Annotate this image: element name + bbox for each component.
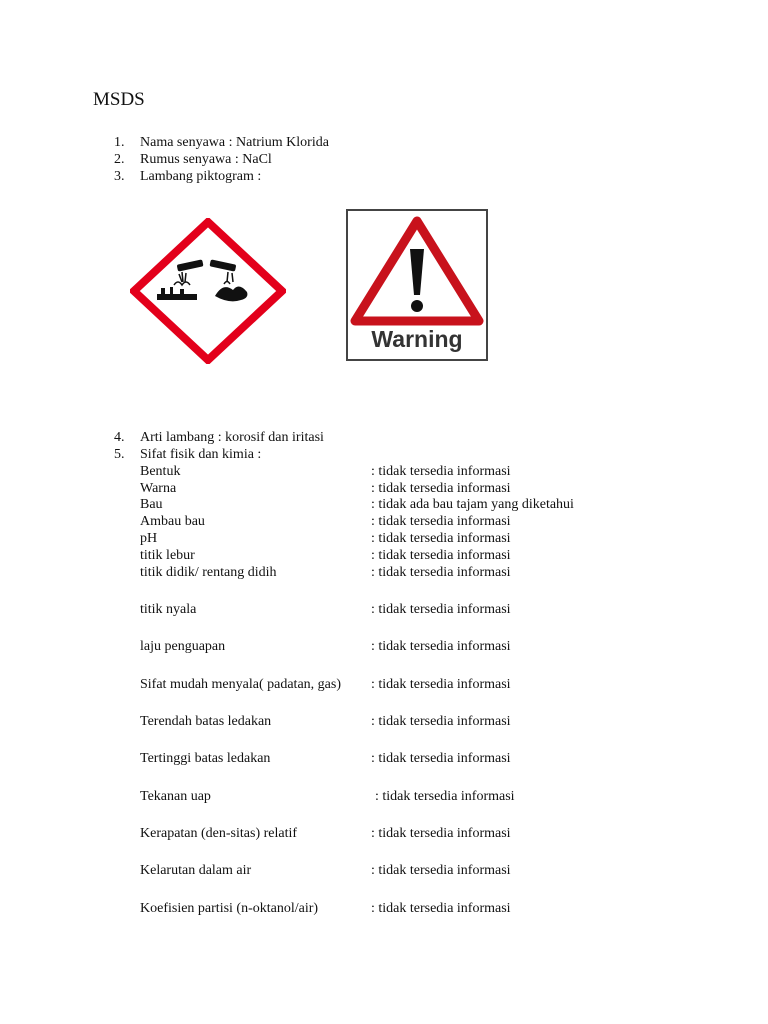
property-value: : tidak tersedia informasi	[375, 789, 515, 804]
property-value: : tidak tersedia informasi	[371, 863, 511, 878]
property-label: laju penguapan	[140, 639, 226, 654]
list-item-compound-name: Nama senyawa : Natrium Klorida	[140, 135, 329, 150]
list-item-symbol-meaning: Arti lambang : korosif dan iritasi	[140, 430, 324, 445]
property-value: : tidak tersedia informasi	[371, 514, 511, 529]
list-item-number: 5.	[114, 447, 125, 462]
property-value: : tidak tersedia informasi	[371, 639, 511, 654]
list-item-properties-heading: Sifat fisik dan kimia :	[140, 447, 262, 462]
warning-label: Warning	[371, 326, 463, 352]
property-label: titik didik/ rentang didih	[140, 565, 277, 580]
property-label: Kelarutan dalam air	[140, 863, 252, 878]
property-label: Sifat mudah menyala( padatan, gas)	[140, 677, 341, 692]
property-value: : tidak tersedia informasi	[371, 677, 511, 692]
list-item-number: 4.	[114, 430, 125, 445]
document-title: MSDS	[93, 89, 145, 110]
property-label: Bau	[140, 497, 163, 512]
property-label: Bentuk	[140, 464, 181, 479]
list-item-number: 3.	[114, 169, 125, 184]
property-value: : tidak tersedia informasi	[371, 602, 511, 617]
warning-sign-icon	[346, 209, 488, 361]
property-label: titik nyala	[140, 602, 197, 617]
property-value: : tidak ada bau tajam yang diketahui	[371, 497, 574, 512]
property-label: Koefisien partisi (n-oktanol/air)	[140, 901, 319, 916]
list-item-number: 1.	[114, 135, 125, 150]
property-value: : tidak tersedia informasi	[371, 464, 511, 479]
property-label: Ambau bau	[140, 514, 205, 529]
list-item-pictogram-heading: Lambang piktogram :	[140, 169, 262, 184]
corrosive-pictogram-icon	[130, 218, 286, 364]
list-item-formula: Rumus senyawa : NaCl	[140, 152, 272, 167]
property-value: : tidak tersedia informasi	[371, 826, 511, 841]
property-value: : tidak tersedia informasi	[371, 481, 511, 496]
property-label: Tertinggi batas ledakan	[140, 751, 271, 766]
property-label: Kerapatan (den-sitas) relatif	[140, 826, 298, 841]
property-label: Tekanan uap	[140, 789, 211, 804]
property-value: : tidak tersedia informasi	[371, 751, 511, 766]
property-label: pH	[140, 531, 158, 546]
property-label: titik lebur	[140, 548, 195, 563]
list-item-number: 2.	[114, 152, 125, 167]
property-label: Warna	[140, 481, 177, 496]
property-value: : tidak tersedia informasi	[371, 531, 511, 546]
property-label: Terendah batas ledakan	[140, 714, 272, 729]
property-value: : tidak tersedia informasi	[371, 714, 511, 729]
property-value: : tidak tersedia informasi	[371, 565, 511, 580]
property-value: : tidak tersedia informasi	[371, 901, 511, 916]
property-value: : tidak tersedia informasi	[371, 548, 511, 563]
